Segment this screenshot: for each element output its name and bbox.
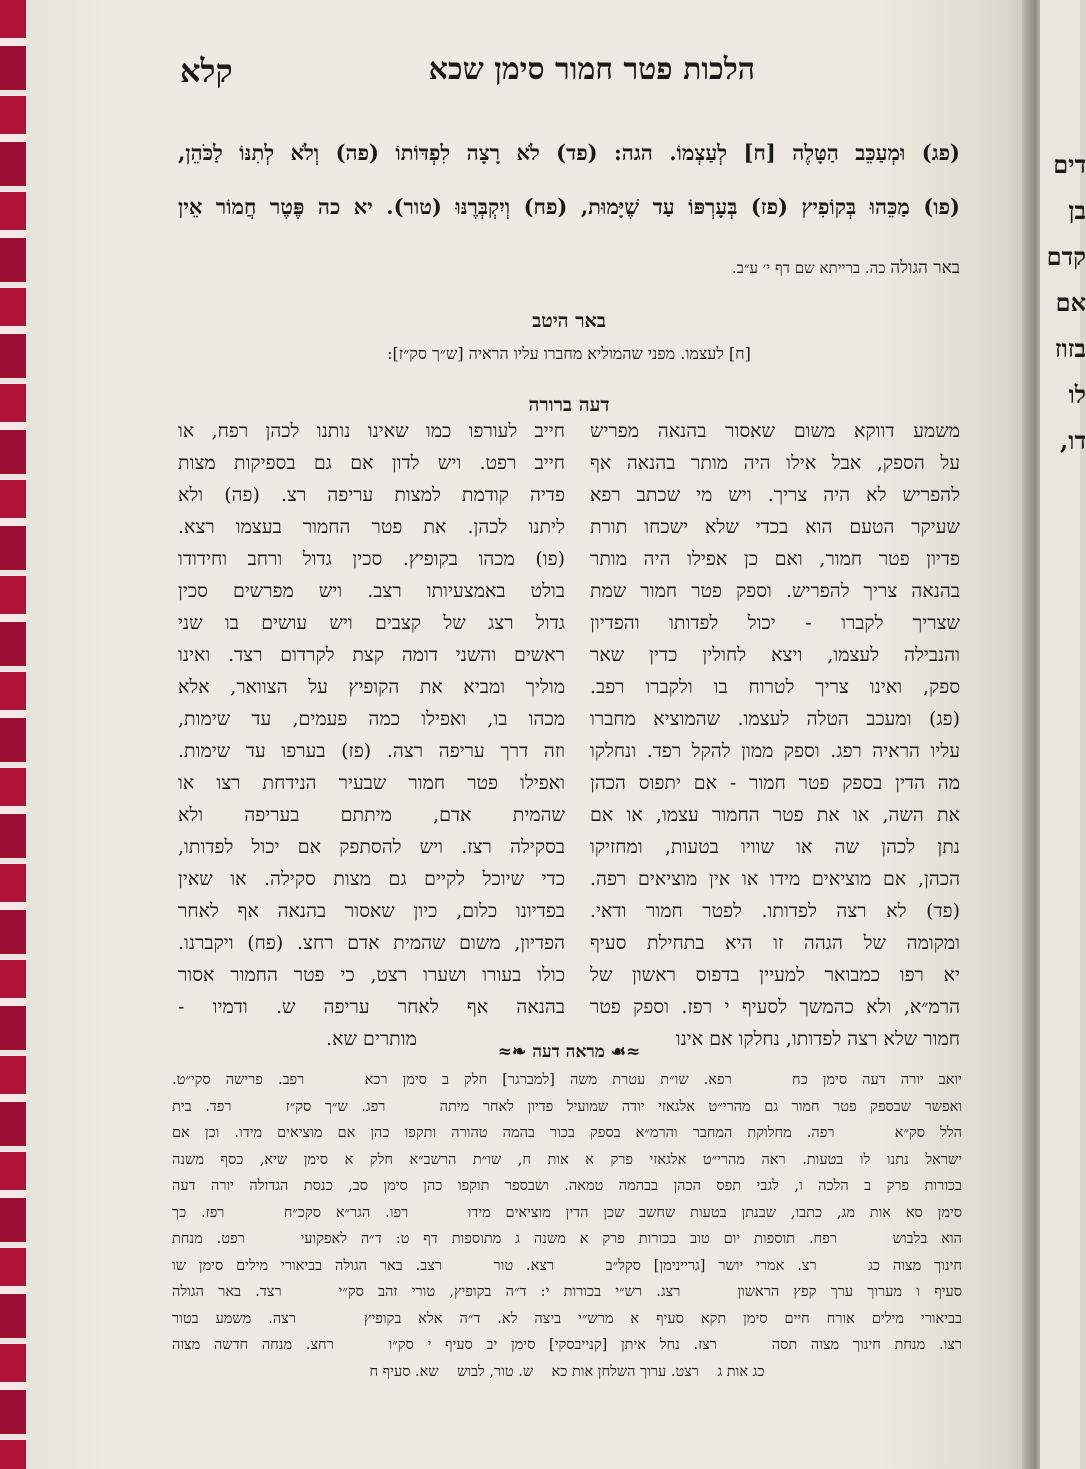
- marah-deah-line: יואב יורה דעה סימן כח רפא. שו״ת עטרת משה [למברגר] חלק ב סימן רכא רפב. פרישה סקי״ט.: [172, 1072, 962, 1088]
- baer-heitev-title: באר היטב: [532, 310, 606, 332]
- deah-berurah-right-line: ספק, ואינו צריך לטרוח בו ולקברו רפב.: [590, 676, 960, 698]
- marah-deah-line: חינוך מצוה כג רצ. אמרי יושר [גריינימן] סקל״ב רצא. טור רצב. באר הגולה בביאורי מילים סימן שו: [172, 1257, 962, 1274]
- facing-page-fragment: דו,: [1059, 426, 1086, 455]
- deah-berurah-right-line: שעיקר הטעם הוא בכדי שלא ישכחו תורת: [590, 516, 960, 538]
- deah-berurah-right-line: הרמ״א, ולא כהמשך לסעיף י רפז. וספק פטר: [590, 996, 960, 1018]
- deah-berurah-left-line: בפדיונו כלום, כיון שאסור בהנאה אף לאחר: [178, 900, 565, 922]
- deah-berurah-right-line: את השה, או את פטר החמור עצמו, או אם: [590, 804, 960, 826]
- deah-berurah-left-line: שהמית אדם, מיתתם בעריפה ולא: [178, 804, 565, 826]
- deah-berurah-right-line: יא רפו כמבואר למעיין בדפוס ראשון של: [590, 964, 960, 986]
- deah-berurah-right-line: להפריש לא היה צריך. ויש מי שכתב רפא: [590, 484, 960, 506]
- main-text-line: (פו) מַכֵּהוּ בְּקוֹפִיץ (פז) בְּעָרְפּוֹ עַד שֶׁיָּמוּת, (פח) וְיִקְבְּרֶנּוּ (טור). יא כה פֶּטֶר חֲמוֹר אֵין: [178, 194, 960, 219]
- baer-hagolah-note: [500, 258, 960, 278]
- deah-berurah-left-line: גדול רצג של קצבים ויש עושים בו שני: [178, 612, 565, 634]
- deah-berurah-left-line: ליתנו לכהן. את פטר החמור בעצמו רצא.: [178, 516, 565, 538]
- deah-berurah-left-line: חייב לעורפו כמו שאינו נותנו לכהן רפח, או: [178, 420, 565, 442]
- facing-page-fragment: קדם: [1046, 242, 1086, 271]
- deah-berurah-left-line: מוליך ומביא את הקופיץ על הצוואר, אלא: [178, 676, 565, 698]
- deah-berurah-left-line: (פו) מכהו בקופיץ. סכין גדול ורחב וחידודו: [178, 548, 565, 570]
- baer-heitev-text: [ח] לעצמו. מפני שהמוליא מחברו עליו הראיה [ש״ך סק״ז]:: [387, 344, 751, 363]
- deah-berurah-left-line: בולט באמצעיותו רצב. ויש מפרשים סכין: [178, 580, 565, 602]
- baer-hagolah-text: כה. ברייתא שם דף י׳ ע״ב.: [731, 259, 886, 277]
- deah-berurah-left-line: כולו בעורו ושערו רצט, כי פטר החמור אסור: [178, 964, 565, 986]
- deah-berurah-right-line: ומקומה של הגהה זו היא בתחילת סעיף: [590, 932, 960, 954]
- facing-page-fragment: לו: [1068, 380, 1086, 409]
- marah-deah-title-text: מראה דעה: [532, 1042, 605, 1062]
- ornament-left-icon: ≈☙: [604, 1042, 641, 1062]
- book-spine-edge: [0, 0, 26, 1469]
- deah-berurah-left-line: בסקילה רצז. ויש להסתפק אם יכול לפדותו,: [178, 836, 565, 858]
- deah-berurah-right-line: פדיון פטר חמור, ואם כן אפילו היה מותר: [590, 548, 960, 570]
- marah-deah-line: כג אות ג רצט. ערוך השלחן אות כא ש. טור, לבוש שא. סעיף ח: [369, 1363, 765, 1380]
- deah-berurah-right-line: (פג) ומעכב הטלה לעצמו. שהמוציא מחברו: [590, 708, 960, 730]
- marah-deah-line: הוא בלבוש רפח. תוספות יום טוב בכורות פרק א משנה ג מתוספות דף ט: ד״ה לאפקועי רפט. מנחת: [172, 1231, 962, 1247]
- deah-berurah-right-line: משמע דווקא משום שאסור בהנאה מפריש: [590, 420, 960, 442]
- marah-deah-line: בכורות פרק ב הלכה ו, לגבי תפס הכהן בבהמה טמאה. ושבספר תוקפו כהן סימן סב, כנסת הגדולה יורה דעה: [172, 1178, 962, 1194]
- facing-page: [1040, 0, 1086, 1469]
- main-text-line: (פג) וּמְעַכֵּב הַטָּלֶה [ח] לְעַצְמוֹ. הגה: (פד) לֹא רָצָה לִפְדּוֹתוֹ (פה) וְלֹא לְתִנּוֹ לַכֹּהֵן,: [178, 140, 960, 165]
- deah-berurah-left-line: מותרים שא.: [326, 1028, 417, 1050]
- marah-deah-line: רצו. מנחת חינוך מצוה תסה רצז. נחל איתן [קנייבסקי] סימן יב סעיף י סק״ו רחצ. מנחה חדשה מצוה: [172, 1337, 962, 1353]
- marah-deah-line: ישראל נתנו לו בטעות. ראה מהרי״ט אלגאזי פרק א אות ח, שו״ת הרשב״א חלק א סימן שיא, כסף משנה: [172, 1151, 962, 1168]
- book-page: [26, 0, 1032, 1469]
- deah-berurah-right-line: בהנאה צריך להפריש. וספק פטר חמור שמת: [590, 580, 960, 602]
- marah-deah-line: בביאורי מילים אורח חיים סימן תקא סעיף א מרש״י ביצה לא. ד״ה אלא בקופיץ רצה. משמע בטור: [172, 1310, 963, 1327]
- deah-berurah-left-line: חייב רפט. ויש לדון אם גם בספיקות מצות: [178, 452, 565, 474]
- page-title: הלכות פטר חמור סימן שכא: [428, 52, 755, 87]
- deah-berurah-left-line: וזה דרך עריפה רצה. (פז) בערפו עד שימות.: [178, 740, 565, 762]
- deah-berurah-right-line: על הספק, אבל אילו היה מותר בהנאה אף: [590, 452, 960, 474]
- baer-hagolah-label: באר הגולה: [890, 258, 960, 278]
- facing-page-fragment: בזוז: [1054, 334, 1086, 363]
- marah-deah-line: ואפשר שבספק פטר חמור גם מהרי״ט אלגאזי יודה שמועיל פדיון לאחר מיתה רפג. ש״ך סק״ז רפד. בית: [172, 1098, 962, 1115]
- deah-berurah-right-line: עליו הראיה רפג. וספק ממון להקל רפד. ונחלקו: [590, 740, 960, 762]
- deah-berurah-left-line: מכהו בו, ואפילו כמה פעמים, עד שימות,: [178, 708, 565, 730]
- deah-berurah-right-line: שצריך לקברו - יכול לפדותו והפדיון: [590, 612, 960, 634]
- facing-page-fragment: אם: [1055, 288, 1086, 317]
- deah-berurah-right-line: נתן לכהן שה או שוויו בטעות, ומחזיקו: [590, 836, 960, 858]
- marah-deah-line: סימן סא אות מג, כתבו, שבנתן בטעות שחשב שכן הדין מוציאים מידו רפו. הגר״א סקכ״ח רפז. כך: [172, 1204, 962, 1221]
- deah-berurah-right-line: והנבילה לעצמו, ויצא לחולין כדין שאר: [590, 644, 960, 666]
- facing-page-fragment: דים: [1053, 150, 1086, 179]
- deah-berurah-right-line: חמור שלא רצה לפדותו, נחלקו אם אינו: [675, 1028, 960, 1050]
- deah-berurah-left-line: פדיה קודמת למצות עריפה רצ. (פה) ולא: [178, 484, 565, 506]
- marah-deah-line: סעיף ו מערוך ערך קפץ הראשון רצג. רש״י בכורות י: ד״ה בקופיץ, טורי זהב סק״י רצד. באר הגולה: [172, 1284, 962, 1300]
- facing-page-fragment: בן: [1068, 196, 1086, 225]
- deah-berurah-left-line: בהנאה אף לאחר עריפה ש. ודמיו -: [178, 996, 565, 1018]
- deah-berurah-title: דעה ברורה: [528, 394, 610, 416]
- deah-berurah-left-line: ואפילו פטר חמור שבעיר הנידחת רצו או: [178, 772, 565, 794]
- marah-deah-title: [178, 1042, 960, 1062]
- page-number: קלא: [180, 52, 233, 90]
- deah-berurah-right-line: (פד) לא רצה לפדותו. לפטר חמור ודאי.: [590, 900, 960, 922]
- deah-berurah-right-line: הכהן, אם מוציאים מידו או אין מוציאים רפה.: [590, 868, 960, 890]
- deah-berurah-left-line: כדי שיוכל לקיים גם מצות סקילה. או שאין: [178, 868, 565, 890]
- deah-berurah-right-line: מה הדין בספק פטר חמור - אם יתפוס הכהן: [590, 772, 960, 794]
- ornament-right-icon: ❧≈: [497, 1042, 533, 1062]
- marah-deah-line: הלל סק״א רפה. מחלוקת המחבר והרמ״א בספק בכור בהמה טהורה ותקפו כהן אם מוציאים מידו. וכן אם: [172, 1125, 962, 1141]
- deah-berurah-left-line: ראשים והשני דומה קצת לקרדום רצד. ואינו: [178, 644, 565, 666]
- deah-berurah-left-line: הפדיון, משום שהמית אדם רחצ. (פח) ויקברנו.: [178, 932, 565, 954]
- running-head: [180, 52, 960, 96]
